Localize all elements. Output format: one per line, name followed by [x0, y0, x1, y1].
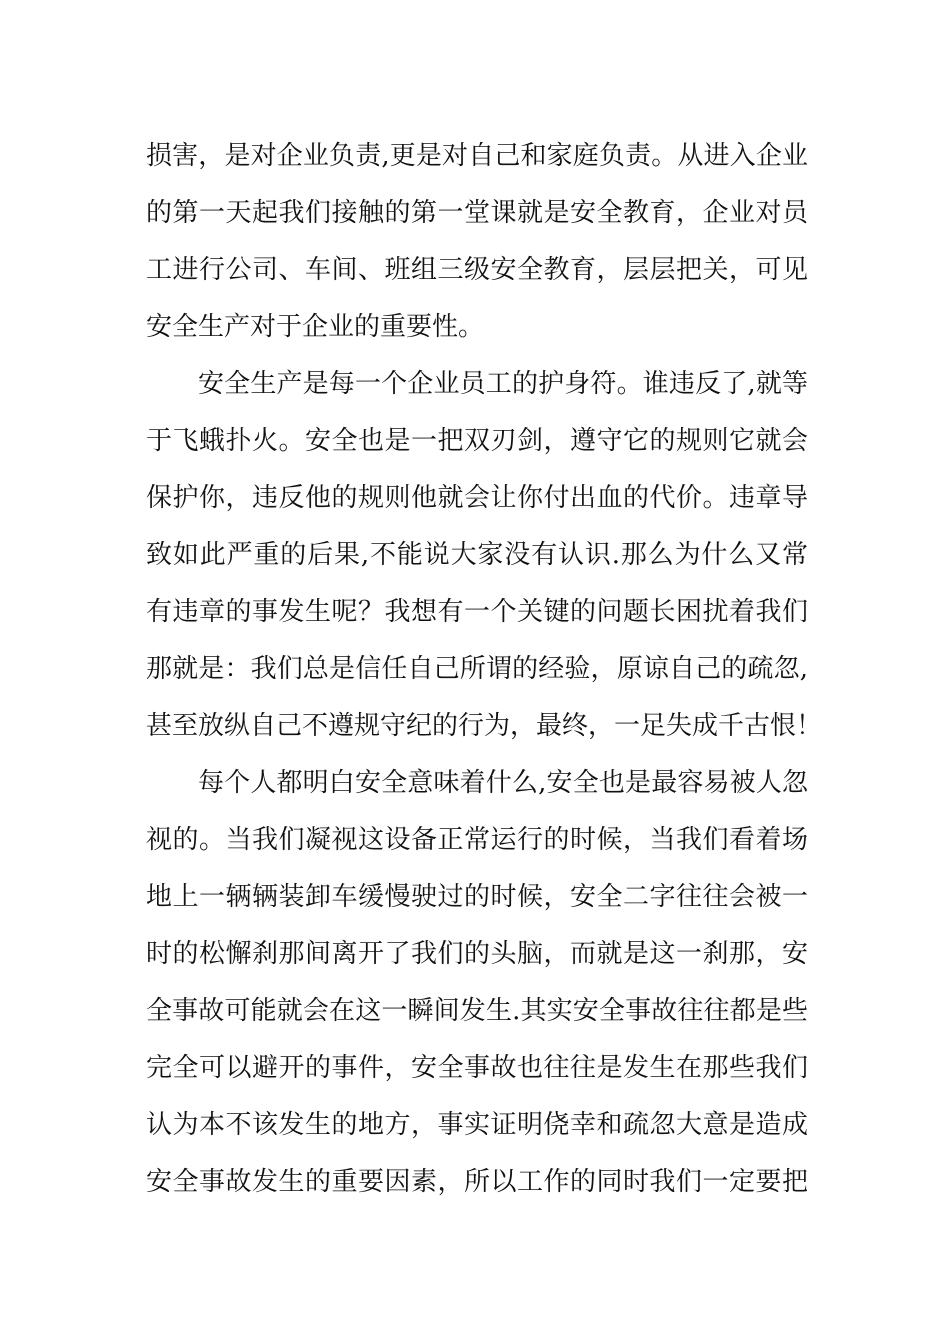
text-line: 损害，是对企业负责,更是对自己和家庭负责。从进入企业 [146, 141, 808, 171]
text-line: 地上一辆辆装卸车缓慢驶过的时候，安全二字往往会被一 [146, 882, 808, 912]
text-line: 安全事故发生的重要因素，所以工作的同时我们一定要把 [146, 1167, 808, 1197]
text-line: 的第一天起我们接触的第一堂课就是安全教育，企业对员 [146, 198, 808, 228]
text-line: 认为本不该发生的地方，事实证明侥幸和疏忽大意是造成 [146, 1110, 808, 1140]
text-line: 安全生产是每一个企业员工的护身符。谁违反了,就等 [198, 369, 808, 399]
text-line: 工进行公司、车间、班组三级安全教育，层层把关，可见 [146, 255, 808, 285]
text-line: 安全生产对于企业的重要性。 [146, 312, 485, 342]
text-line: 有违章的事发生呢？我想有一个关键的问题长困扰着我们 [146, 597, 808, 627]
text-line: 全事故可能就会在这一瞬间发生.其实安全事故往往都是些 [146, 996, 808, 1026]
text-line: 视的。当我们凝视这设备正常运行的时候，当我们看着场 [146, 825, 808, 855]
text-line: 每个人都明白安全意味着什么,安全也是最容易被人忽 [198, 768, 808, 798]
text-line: 致如此严重的后果,不能说大家没有认识.那么为什么又常 [146, 540, 808, 570]
text-line: 那就是：我们总是信任自己所谓的经验，原谅自己的疏忽, [146, 654, 808, 684]
text-line: 完全可以避开的事件，安全事故也往往是发生在那些我们 [146, 1053, 808, 1083]
text-line: 保护你，违反他的规则他就会让你付出血的代价。违章导 [146, 483, 808, 513]
text-line: 于飞蛾扑火。安全也是一把双刃剑，遵守它的规则它就会 [146, 426, 808, 456]
text-line: 甚至放纵自己不遵规守纪的行为，最终，一足失成千古恨！ [146, 711, 823, 741]
text-line: 时的松懈刹那间离开了我们的头脑，而就是这一刹那，安 [146, 939, 808, 969]
body-text [146, 128, 823, 1211]
